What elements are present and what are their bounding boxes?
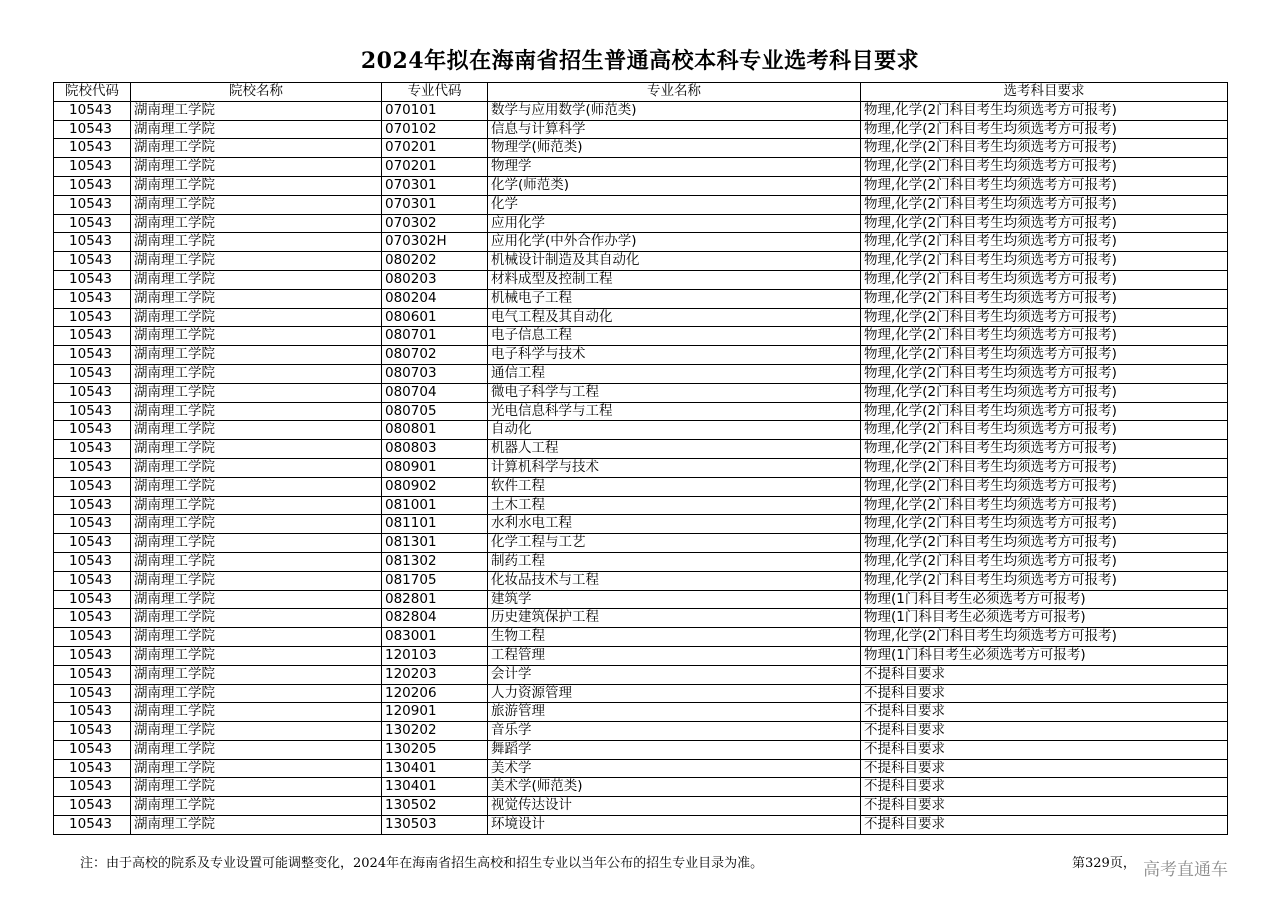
cell-major-name: 环境设计 [488, 816, 861, 835]
cell-school-name: 湖南理工学院 [131, 477, 382, 496]
header-major-code: 专业代码 [382, 83, 488, 102]
table-row [54, 797, 1228, 816]
cell-major-code: 130401 [382, 759, 488, 778]
cell-school-name: 湖南理工学院 [131, 496, 382, 515]
cell-major-code: 070201 [382, 158, 488, 177]
cell-major-name: 计算机科学与技术 [488, 458, 861, 477]
header-subject-requirement: 选考科目要求 [861, 83, 1228, 102]
cell-school-code: 10543 [54, 534, 131, 553]
cell-major-code: 120901 [382, 703, 488, 722]
cell-school-code: 10543 [54, 139, 131, 158]
cell-major-code: 080601 [382, 308, 488, 327]
table-row [54, 120, 1228, 139]
cell-major-name: 生物工程 [488, 628, 861, 647]
page-title: 2024年拟在海南省招生普通高校本科专业选考科目要求 [360, 48, 920, 74]
cell-subject-requirement: 物理(1门科目考生必须选考方可报考) [861, 590, 1228, 609]
cell-major-code: 080801 [382, 421, 488, 440]
table-row [54, 515, 1228, 534]
cell-school-code: 10543 [54, 628, 131, 647]
cell-school-code: 10543 [54, 646, 131, 665]
cell-school-name: 湖南理工学院 [131, 515, 382, 534]
cell-school-name: 湖南理工学院 [131, 327, 382, 346]
cell-major-name: 机器人工程 [488, 440, 861, 459]
table-row [54, 722, 1228, 741]
cell-subject-requirement: 不提科目要求 [861, 797, 1228, 816]
cell-school-code: 10543 [54, 816, 131, 835]
cell-subject-requirement: 物理,化学(2门科目考生均须选考方可报考) [861, 364, 1228, 383]
cell-school-code: 10543 [54, 759, 131, 778]
cell-school-code: 10543 [54, 797, 131, 816]
table-row [54, 477, 1228, 496]
cell-subject-requirement: 物理,化学(2门科目考生均须选考方可报考) [861, 346, 1228, 365]
cell-subject-requirement: 物理,化学(2门科目考生均须选考方可报考) [861, 496, 1228, 515]
cell-school-name: 湖南理工学院 [131, 722, 382, 741]
table-row [54, 214, 1228, 233]
cell-school-name: 湖南理工学院 [131, 759, 382, 778]
cell-school-name: 湖南理工学院 [131, 628, 382, 647]
cell-school-name: 湖南理工学院 [131, 590, 382, 609]
cell-major-code: 080701 [382, 327, 488, 346]
table-row [54, 158, 1228, 177]
table-row [54, 684, 1228, 703]
cell-major-code: 130401 [382, 778, 488, 797]
table-row [54, 327, 1228, 346]
table-row [54, 552, 1228, 571]
table-row [54, 421, 1228, 440]
cell-school-name: 湖南理工学院 [131, 364, 382, 383]
cell-subject-requirement: 不提科目要求 [861, 759, 1228, 778]
cell-major-name: 舞蹈学 [488, 740, 861, 759]
cell-major-code: 070302 [382, 214, 488, 233]
cell-subject-requirement: 物理,化学(2门科目考生均须选考方可报考) [861, 270, 1228, 289]
cell-school-code: 10543 [54, 346, 131, 365]
watermark: 高考直通车 [1143, 860, 1228, 880]
cell-school-name: 湖南理工学院 [131, 252, 382, 271]
cell-subject-requirement: 不提科目要求 [861, 722, 1228, 741]
cell-school-name: 湖南理工学院 [131, 440, 382, 459]
cell-subject-requirement: 物理,化学(2门科目考生均须选考方可报考) [861, 477, 1228, 496]
cell-school-name: 湖南理工学院 [131, 139, 382, 158]
cell-subject-requirement: 物理,化学(2门科目考生均须选考方可报考) [861, 289, 1228, 308]
cell-major-code: 070302H [382, 233, 488, 252]
cell-subject-requirement: 物理,化学(2门科目考生均须选考方可报考) [861, 421, 1228, 440]
requirements-table [53, 82, 1228, 835]
cell-school-code: 10543 [54, 383, 131, 402]
cell-major-name: 美术学(师范类) [488, 778, 861, 797]
table-row [54, 402, 1228, 421]
cell-major-name: 工程管理 [488, 646, 861, 665]
cell-major-name: 机械电子工程 [488, 289, 861, 308]
cell-subject-requirement: 物理,化学(2门科目考生均须选考方可报考) [861, 628, 1228, 647]
cell-school-name: 湖南理工学院 [131, 346, 382, 365]
cell-major-code: 120206 [382, 684, 488, 703]
cell-major-code: 080702 [382, 346, 488, 365]
cell-major-code: 080204 [382, 289, 488, 308]
table-row [54, 534, 1228, 553]
cell-major-name: 应用化学 [488, 214, 861, 233]
cell-school-code: 10543 [54, 571, 131, 590]
cell-subject-requirement: 物理,化学(2门科目考生均须选考方可报考) [861, 440, 1228, 459]
cell-major-code: 081705 [382, 571, 488, 590]
table-row [54, 233, 1228, 252]
cell-school-code: 10543 [54, 233, 131, 252]
cell-major-name: 通信工程 [488, 364, 861, 383]
cell-school-name: 湖南理工学院 [131, 778, 382, 797]
cell-subject-requirement: 物理,化学(2门科目考生均须选考方可报考) [861, 534, 1228, 553]
cell-subject-requirement: 物理,化学(2门科目考生均须选考方可报考) [861, 233, 1228, 252]
table-row [54, 740, 1228, 759]
cell-major-code: 070102 [382, 120, 488, 139]
cell-major-name: 应用化学(中外合作办学) [488, 233, 861, 252]
cell-school-name: 湖南理工学院 [131, 233, 382, 252]
cell-major-name: 土木工程 [488, 496, 861, 515]
cell-major-name: 化妆品技术与工程 [488, 571, 861, 590]
cell-school-name: 湖南理工学院 [131, 665, 382, 684]
cell-school-name: 湖南理工学院 [131, 120, 382, 139]
cell-major-code: 070101 [382, 101, 488, 120]
cell-subject-requirement: 物理,化学(2门科目考生均须选考方可报考) [861, 515, 1228, 534]
table-row [54, 346, 1228, 365]
page-number: 第329页， [1072, 856, 1136, 871]
table-row [54, 383, 1228, 402]
cell-subject-requirement: 物理,化学(2门科目考生均须选考方可报考) [861, 458, 1228, 477]
cell-major-code: 070301 [382, 176, 488, 195]
cell-major-code: 120203 [382, 665, 488, 684]
cell-major-code: 082801 [382, 590, 488, 609]
cell-subject-requirement: 物理(1门科目考生必须选考方可报考) [861, 646, 1228, 665]
cell-school-code: 10543 [54, 289, 131, 308]
cell-major-code: 081101 [382, 515, 488, 534]
footer-note: 注：由于高校的院系及专业设置可能调整变化，2024年在海南省招生高校和招生专业以当年公布的招生专业目录为准。 [80, 856, 764, 871]
table-row [54, 252, 1228, 271]
cell-major-name: 水利水电工程 [488, 515, 861, 534]
cell-school-name: 湖南理工学院 [131, 571, 382, 590]
table-row [54, 289, 1228, 308]
cell-school-code: 10543 [54, 402, 131, 421]
cell-school-code: 10543 [54, 458, 131, 477]
cell-major-code: 080703 [382, 364, 488, 383]
cell-major-name: 会计学 [488, 665, 861, 684]
cell-school-code: 10543 [54, 722, 131, 741]
cell-subject-requirement: 物理,化学(2门科目考生均须选考方可报考) [861, 402, 1228, 421]
cell-subject-requirement: 不提科目要求 [861, 778, 1228, 797]
cell-subject-requirement: 物理,化学(2门科目考生均须选考方可报考) [861, 139, 1228, 158]
cell-major-code: 081301 [382, 534, 488, 553]
table-header [54, 83, 1228, 102]
header-school-name: 院校名称 [131, 83, 382, 102]
table-row [54, 665, 1228, 684]
cell-school-name: 湖南理工学院 [131, 289, 382, 308]
table-row [54, 176, 1228, 195]
cell-school-name: 湖南理工学院 [131, 308, 382, 327]
table-row [54, 571, 1228, 590]
cell-major-code: 070201 [382, 139, 488, 158]
cell-school-name: 湖南理工学院 [131, 534, 382, 553]
cell-school-name: 湖南理工学院 [131, 609, 382, 628]
cell-school-code: 10543 [54, 120, 131, 139]
cell-school-code: 10543 [54, 665, 131, 684]
cell-school-code: 10543 [54, 195, 131, 214]
cell-school-code: 10543 [54, 496, 131, 515]
table-row [54, 778, 1228, 797]
cell-school-name: 湖南理工学院 [131, 552, 382, 571]
table-row [54, 646, 1228, 665]
header-row [54, 83, 1228, 102]
cell-school-name: 湖南理工学院 [131, 158, 382, 177]
cell-major-name: 美术学 [488, 759, 861, 778]
cell-subject-requirement: 不提科目要求 [861, 703, 1228, 722]
cell-major-name: 信息与计算科学 [488, 120, 861, 139]
cell-major-name: 化学(师范类) [488, 176, 861, 195]
cell-major-code: 130503 [382, 816, 488, 835]
cell-school-name: 湖南理工学院 [131, 214, 382, 233]
cell-subject-requirement: 物理,化学(2门科目考生均须选考方可报考) [861, 158, 1228, 177]
cell-major-name: 电子信息工程 [488, 327, 861, 346]
cell-school-code: 10543 [54, 552, 131, 571]
cell-school-name: 湖南理工学院 [131, 101, 382, 120]
cell-school-name: 湖南理工学院 [131, 646, 382, 665]
table-row [54, 458, 1228, 477]
cell-school-name: 湖南理工学院 [131, 402, 382, 421]
cell-school-name: 湖南理工学院 [131, 176, 382, 195]
cell-major-name: 人力资源管理 [488, 684, 861, 703]
cell-major-name: 电气工程及其自动化 [488, 308, 861, 327]
cell-major-code: 080202 [382, 252, 488, 271]
cell-major-code: 080901 [382, 458, 488, 477]
cell-school-name: 湖南理工学院 [131, 816, 382, 835]
cell-major-code: 080902 [382, 477, 488, 496]
table-row [54, 270, 1228, 289]
cell-major-name: 化学 [488, 195, 861, 214]
table-row [54, 816, 1228, 835]
cell-subject-requirement: 不提科目要求 [861, 816, 1228, 835]
cell-school-code: 10543 [54, 590, 131, 609]
cell-major-code: 081302 [382, 552, 488, 571]
cell-major-code: 120103 [382, 646, 488, 665]
cell-major-name: 化学工程与工艺 [488, 534, 861, 553]
cell-school-name: 湖南理工学院 [131, 703, 382, 722]
cell-major-name: 建筑学 [488, 590, 861, 609]
cell-school-code: 10543 [54, 421, 131, 440]
cell-school-code: 10543 [54, 101, 131, 120]
cell-school-code: 10543 [54, 158, 131, 177]
cell-subject-requirement: 物理,化学(2门科目考生均须选考方可报考) [861, 120, 1228, 139]
table-row [54, 703, 1228, 722]
cell-major-code: 082804 [382, 609, 488, 628]
cell-major-name: 光电信息科学与工程 [488, 402, 861, 421]
cell-major-name: 微电子科学与工程 [488, 383, 861, 402]
cell-major-name: 历史建筑保护工程 [488, 609, 861, 628]
cell-major-name: 机械设计制造及其自动化 [488, 252, 861, 271]
cell-school-name: 湖南理工学院 [131, 797, 382, 816]
table-row [54, 440, 1228, 459]
cell-subject-requirement: 不提科目要求 [861, 740, 1228, 759]
table-row [54, 590, 1228, 609]
cell-major-name: 视觉传达设计 [488, 797, 861, 816]
cell-major-name: 旅游管理 [488, 703, 861, 722]
cell-major-code: 080704 [382, 383, 488, 402]
cell-major-code: 130502 [382, 797, 488, 816]
cell-school-code: 10543 [54, 214, 131, 233]
cell-school-code: 10543 [54, 327, 131, 346]
cell-school-code: 10543 [54, 270, 131, 289]
table-row [54, 609, 1228, 628]
cell-school-name: 湖南理工学院 [131, 421, 382, 440]
cell-subject-requirement: 物理,化学(2门科目考生均须选考方可报考) [861, 308, 1228, 327]
cell-school-code: 10543 [54, 778, 131, 797]
cell-subject-requirement: 物理,化学(2门科目考生均须选考方可报考) [861, 552, 1228, 571]
table-row [54, 364, 1228, 383]
cell-major-code: 083001 [382, 628, 488, 647]
cell-school-code: 10543 [54, 364, 131, 383]
cell-subject-requirement: 物理,化学(2门科目考生均须选考方可报考) [861, 383, 1228, 402]
cell-subject-requirement: 物理(1门科目考生必须选考方可报考) [861, 609, 1228, 628]
cell-major-code: 130205 [382, 740, 488, 759]
table-row [54, 496, 1228, 515]
cell-school-code: 10543 [54, 740, 131, 759]
cell-subject-requirement: 物理,化学(2门科目考生均须选考方可报考) [861, 195, 1228, 214]
cell-major-code: 070301 [382, 195, 488, 214]
cell-school-name: 湖南理工学院 [131, 195, 382, 214]
cell-school-code: 10543 [54, 440, 131, 459]
cell-school-code: 10543 [54, 308, 131, 327]
cell-major-code: 130202 [382, 722, 488, 741]
cell-subject-requirement: 物理,化学(2门科目考生均须选考方可报考) [861, 176, 1228, 195]
table-row [54, 195, 1228, 214]
cell-school-code: 10543 [54, 609, 131, 628]
table-row [54, 139, 1228, 158]
cell-school-code: 10543 [54, 515, 131, 534]
cell-major-name: 物理学 [488, 158, 861, 177]
cell-subject-requirement: 物理,化学(2门科目考生均须选考方可报考) [861, 327, 1228, 346]
cell-school-code: 10543 [54, 477, 131, 496]
cell-school-name: 湖南理工学院 [131, 458, 382, 477]
cell-school-name: 湖南理工学院 [131, 740, 382, 759]
cell-major-name: 数学与应用数学(师范类) [488, 101, 861, 120]
cell-subject-requirement: 不提科目要求 [861, 665, 1228, 684]
table-row [54, 759, 1228, 778]
header-school-code: 院校代码 [54, 83, 131, 102]
cell-major-name: 音乐学 [488, 722, 861, 741]
cell-school-name: 湖南理工学院 [131, 383, 382, 402]
cell-school-code: 10543 [54, 684, 131, 703]
cell-school-name: 湖南理工学院 [131, 684, 382, 703]
header-major-name: 专业名称 [488, 83, 861, 102]
table-row [54, 308, 1228, 327]
cell-subject-requirement: 物理,化学(2门科目考生均须选考方可报考) [861, 214, 1228, 233]
cell-school-code: 10543 [54, 703, 131, 722]
cell-major-name: 自动化 [488, 421, 861, 440]
cell-subject-requirement: 不提科目要求 [861, 684, 1228, 703]
cell-subject-requirement: 物理,化学(2门科目考生均须选考方可报考) [861, 252, 1228, 271]
cell-school-code: 10543 [54, 252, 131, 271]
cell-major-name: 物理学(师范类) [488, 139, 861, 158]
cell-major-name: 材料成型及控制工程 [488, 270, 861, 289]
cell-major-code: 081001 [382, 496, 488, 515]
cell-major-code: 080803 [382, 440, 488, 459]
table-body [54, 101, 1228, 834]
cell-school-name: 湖南理工学院 [131, 270, 382, 289]
cell-major-name: 电子科学与技术 [488, 346, 861, 365]
cell-subject-requirement: 物理,化学(2门科目考生均须选考方可报考) [861, 101, 1228, 120]
table-row [54, 628, 1228, 647]
cell-major-code: 080705 [382, 402, 488, 421]
cell-subject-requirement: 物理,化学(2门科目考生均须选考方可报考) [861, 571, 1228, 590]
table-row [54, 101, 1228, 120]
cell-major-name: 软件工程 [488, 477, 861, 496]
cell-school-code: 10543 [54, 176, 131, 195]
cell-major-name: 制药工程 [488, 552, 861, 571]
cell-major-code: 080203 [382, 270, 488, 289]
